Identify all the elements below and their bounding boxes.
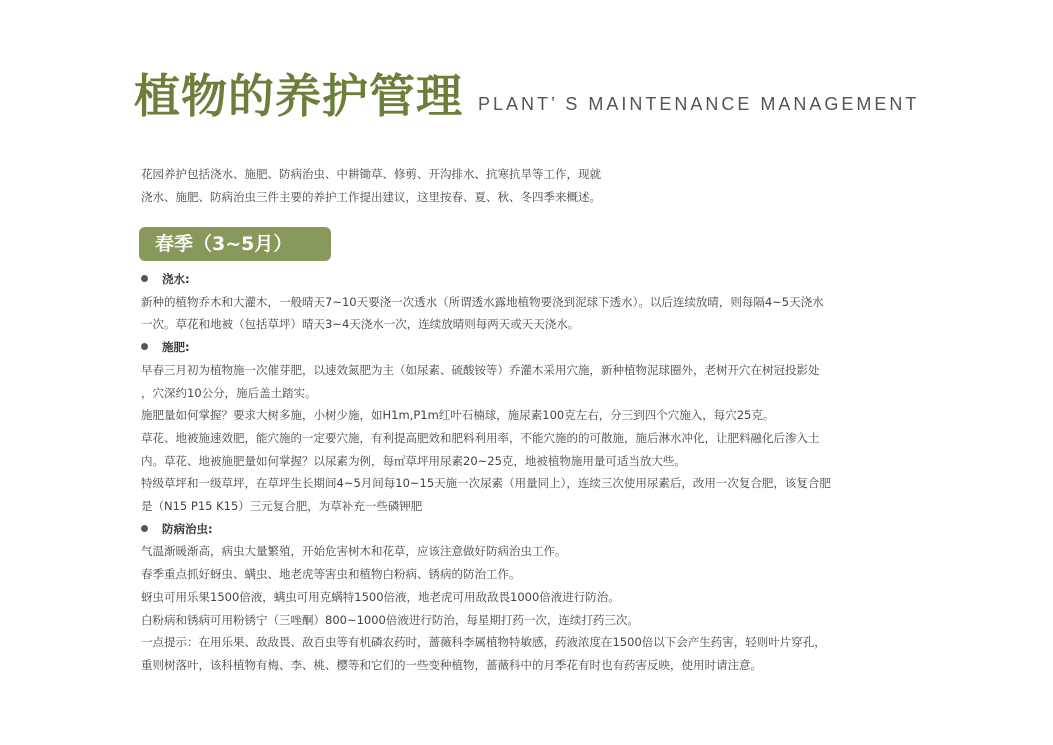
fertilizing-line: 特级草坪和一级草坪，在草坪生长期间4~5月间每10~15天施一次尿素（用量同上），连续三次使用尿素后，改用一次复合肥，该复合肥 <box>141 476 831 491</box>
watering-line: 新种的植物乔木和大灌木，一般晴天7~10天要浇一次透水（所谓透水露地植物要浇到泥球下透水）。以后连续放晴，则每隔4~5天浇水 <box>141 294 824 309</box>
heading-text: 防病治虫: <box>162 521 213 536</box>
section-heading-fertilizing <box>141 336 891 359</box>
intro-line: 花园养护包括浇水、施肥、防病治虫、中耕锄草、修剪、开沟排水、抗寒抗旱等工作，现就 <box>141 167 601 181</box>
bullet-icon <box>141 275 148 282</box>
pest-line: 蚜虫可用乐果1500倍液，螨虫可用克螨特1500倍液，地老虎可用敌敌畏1000倍液进行防治。 <box>141 589 620 604</box>
fertilizing-line: 内。草花、地被施肥量如何掌握？以尿素为例，每㎡草坪用尿素20~25克，地被植物施用量可适当放大些。 <box>141 453 686 468</box>
heading-text: 施肥: <box>162 340 190 355</box>
pest-line: 春季重点抓好蚜虫、螨虫、地老虎等害虫和植物白粉病、锈病的防治工作。 <box>141 567 521 582</box>
season-content <box>141 268 891 677</box>
fertilizing-line: 是（N15 P15 K15）三元复合肥，为草补充一些磷钾肥 <box>141 499 423 514</box>
season-badge: 春季（3~5月） <box>139 227 331 261</box>
heading-text: 浇水: <box>162 272 190 286</box>
fertilizing-line: 早春三月初为植物施一次催芽肥，以速效氮肥为主（如尿素、硫酸铵等）乔灌木采用穴施，新种植物泥球圈外，老树开穴在树冠投影处 <box>141 362 820 377</box>
fertilizing-line: ，穴深约10公分，施后盖土踏实。 <box>141 385 317 400</box>
page-title: 植物的养护管理 <box>134 69 463 123</box>
intro-paragraph <box>141 163 901 209</box>
page-subtitle-english: PLANT’ S MAINTENANCE MANAGEMENT <box>478 94 920 114</box>
section-heading-pest <box>141 518 891 541</box>
section-heading-watering <box>141 268 891 291</box>
pest-line: 白粉病和锈病可用粉锈宁（三唑酮）800~1000倍液进行防治，每星期打药一次，连续打药三次。 <box>141 612 639 627</box>
pest-line: 气温渐暖渐高，病虫大量繁殖，开始危害树木和花草，应该注意做好防病治虫工作。 <box>141 544 567 559</box>
watering-line: 一次。草花和地被（包括草坪）晴天3~4天浇水一次，连续放晴则每两天或天天浇水。 <box>141 317 580 332</box>
bullet-icon <box>141 525 148 532</box>
fertilizing-line: 草花、地被施速效肥，能穴施的一定要穴施，有利提高肥效和肥料利用率，不能穴施的的可散施，施后淋水冲化，让肥料融化后渗入土 <box>141 430 820 445</box>
intro-line: 浇水、施肥、防病治虫三件主要的养护工作提出建议，这里按春、夏、秋、冬四季来概述。 <box>141 190 601 204</box>
bullet-icon <box>141 343 148 350</box>
pest-line: 一点提示：在用乐果、敌敌畏、敌百虫等有机磷农药时，蔷薇科李属植物特敏感，药液浓度在1500倍以下会产生药害，轻则叶片穿孔， <box>141 635 826 650</box>
pest-line: 重则树落叶，该科植物有梅、李、桃、樱等和它们的一些变种植物，蔷薇科中的月季花有时也有药害反映，使用时请注意。 <box>141 657 762 672</box>
fertilizing-line: 施肥量如何掌握？要求大树多施，小树少施，如H1m,P1m红叶石楠球，施尿素100克左右，分三到四个穴施入，每穴25克。 <box>141 408 775 423</box>
